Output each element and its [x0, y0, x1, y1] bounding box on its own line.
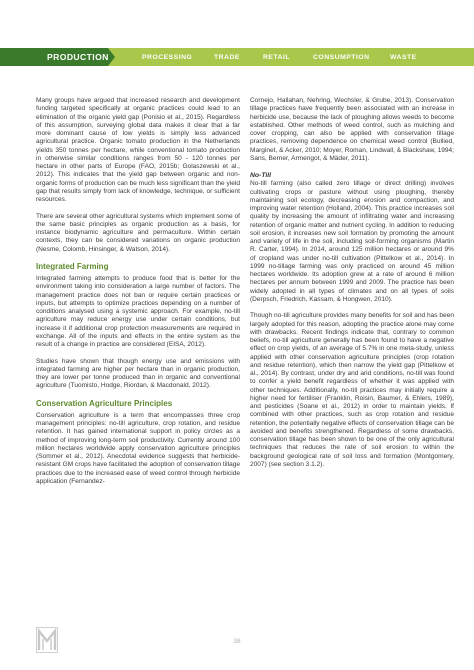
nav-item-retail[interactable]: RETAIL: [263, 53, 291, 61]
right-text-column: [250, 97, 454, 477]
paragraph: Integrated farming attempts to produce food that is better for the environment taking into consideration a large number of factors. The management practice does not ban or require certain practices or inputs, but attempts to optimize practices depending on a number of conditions analysed using a systemic approach. For example, no-till agriculture may reduce energy use under certain conditions, but increase it if additional crop protection measurements are required in exchange. All of the inputs and effects in the entire system as the result of a change in practice are considered (EISA, 2012).: [36, 275, 240, 349]
nav-item-consumption[interactable]: CONSUMPTION: [313, 53, 370, 61]
heading-integrated-farming: Integrated Farming: [36, 262, 109, 272]
nav-item-waste[interactable]: WASTE: [390, 53, 417, 61]
m-logo-icon: [36, 627, 58, 653]
nav-item-production[interactable]: PRODUCTION: [0, 48, 108, 66]
nav-item-trade[interactable]: TRADE: [214, 53, 240, 61]
paragraph: Studies have shown that though energy use and emissions with integrated farming are higher per hectare than in organic production, they are lower per tonne produced than in organic and conventional agriculture (Tuomisto, Hodge, Riordan, & Macdonald, 2012).: [36, 357, 240, 390]
nav-item-processing[interactable]: PROCESSING: [142, 53, 193, 61]
paragraph: Though no-till agriculture provides many benefits for soil and has been largely adopted for this reason, adopting the practice alone may come with drawbacks. Recent findings indicate that, contrary to common beliefs, no-till agriculture generally has been found to have a negative effect on crop yields, of an average of 5.7% in one meta-study, unless applied with other conservation agriculture principles (crop rotation and residue retention), which then narrow the yield gap (Pittelkow et al., 2014). By contrast, under dry and arid conditions, no-till was found to confer a yield benefit regardless of whether it was applied with other techniques. Additionally, no-till practices may initially require a higher need for fertiliser (Franklin, Roisin, Baumer, & Ehlers, 1989), and pesticides (Soane et al., 2012) in order to maintain yields. If combined with other practices, such as crop rotation and residue retention, the potentially negative effects of conservation tillage can be avoided and benefits strengthened. Regardless of some drawbacks, conservation tillage has been shown to be one of the only agricultural techniques that reduces the rate of soil erosion to within the background geological rate of soil loss and formation (Montgomery, 2007) (see section 3.1.2).: [250, 312, 454, 468]
nav-active-arrow: [108, 48, 115, 66]
paragraph: There are several other agricultural systems which implement some of the same basic principles as organic production as a basis, for instance biodynamic agriculture and permaculture. Within certain contexts, they can be considered variations on organic production (Nesme, Colomb, Hinsinger, & Watson, 2014).: [36, 212, 240, 253]
paragraph: No-till farming (also called zero tillage or direct drilling) involves cultivating crops or pasture without using ploughing, thereby maintaining soil ecology, decreasing erosion and compaction, and improving water retention (Holland, 2004). This practice increases soil quality by increasing the amount of infiltrating water and increasing retention of organic matter and nutrient cycling. In addition to reducing soil erosion, it increases new soil formation by promoting the amount and variety of life in the soil, including soil-forming organisms (Martin R. Carter, 1994). In 2014, around 125 million hectares or around 9% of cropland was under no-till cultivation (Pittelkow et al., 2014). In 1999 no-tillage farming was only practiced on around 45 million hectares worldwide. Its adoption grew at a rate of around 6 million hectares per annum between 1999 and 2009. The practice has been widely adopted in all types of climates and on all types of soils (Derpsch, Friedrich, Kassam, & Hongwen, 2010).: [250, 180, 454, 303]
paragraph: Many groups have argued that increased research and development funding targeted specifically at organic practices could lead to an elimination of the organic yield gap (Ponisio et al., 2015). Regardless of this assumption, surveying global data makes it clear that a far more dominant cause of low yields is simply less advanced agricultural practice. Organic tomato production in the Netherlands yields 350 tonnes per hectare, while conventional tomato production in otherwise similar conditions ranges from 50 - 120 tonnes per hectare in other parts of Europe (FAO, 2015b; Golaszewski et al., 2012). This indicates that the yield gap between organic and non-organic forms of production can be much less significant than the yield gap that results simply from lack of knowledge, technique, or sufficient resources.: [36, 97, 240, 203]
paragraph: Cornejo, Hallahan, Nehring, Wechsler, & Grube, 2013). Conservation tillage practices have frequently been associated with an increase in herbicide use, because the lack of ploughing allows weeds to become established. Other methods of weed control, such as mulching and cover cropping, can also be applied with conservation tillage practices, removing dependence on chemical weed control (Bullied, Marginet, & Acker, 2010; Moyer, Roman, Lindwall, & Blackshaw, 1994; Sans, Berner, Armengot, & Mäder, 2011).: [250, 97, 454, 162]
section-nav-bar: [0, 48, 474, 66]
page-number: 38: [233, 638, 241, 645]
heading-no-till: No-Till: [250, 172, 272, 180]
heading-conservation-agriculture: Conservation Agriculture Principles: [36, 398, 173, 408]
paragraph: Conservation agriculture is a term that encompasses three crop management principles: no-till agriculture, crop rotation, and residue retention. It has gained international support in policy circles as a method of improving long-term soil productivity. Currently around 100 million hectares worldwide apply conservation agriculture principles (Sommer et al., 2012). Anecdotal evidence suggests that herbicide-resistant GM crops have facilitated the adoption of conservation tillage practices due to the increased ease of weed control through herbicide application (Fernandez-: [36, 411, 240, 485]
left-text-column: [36, 97, 240, 494]
